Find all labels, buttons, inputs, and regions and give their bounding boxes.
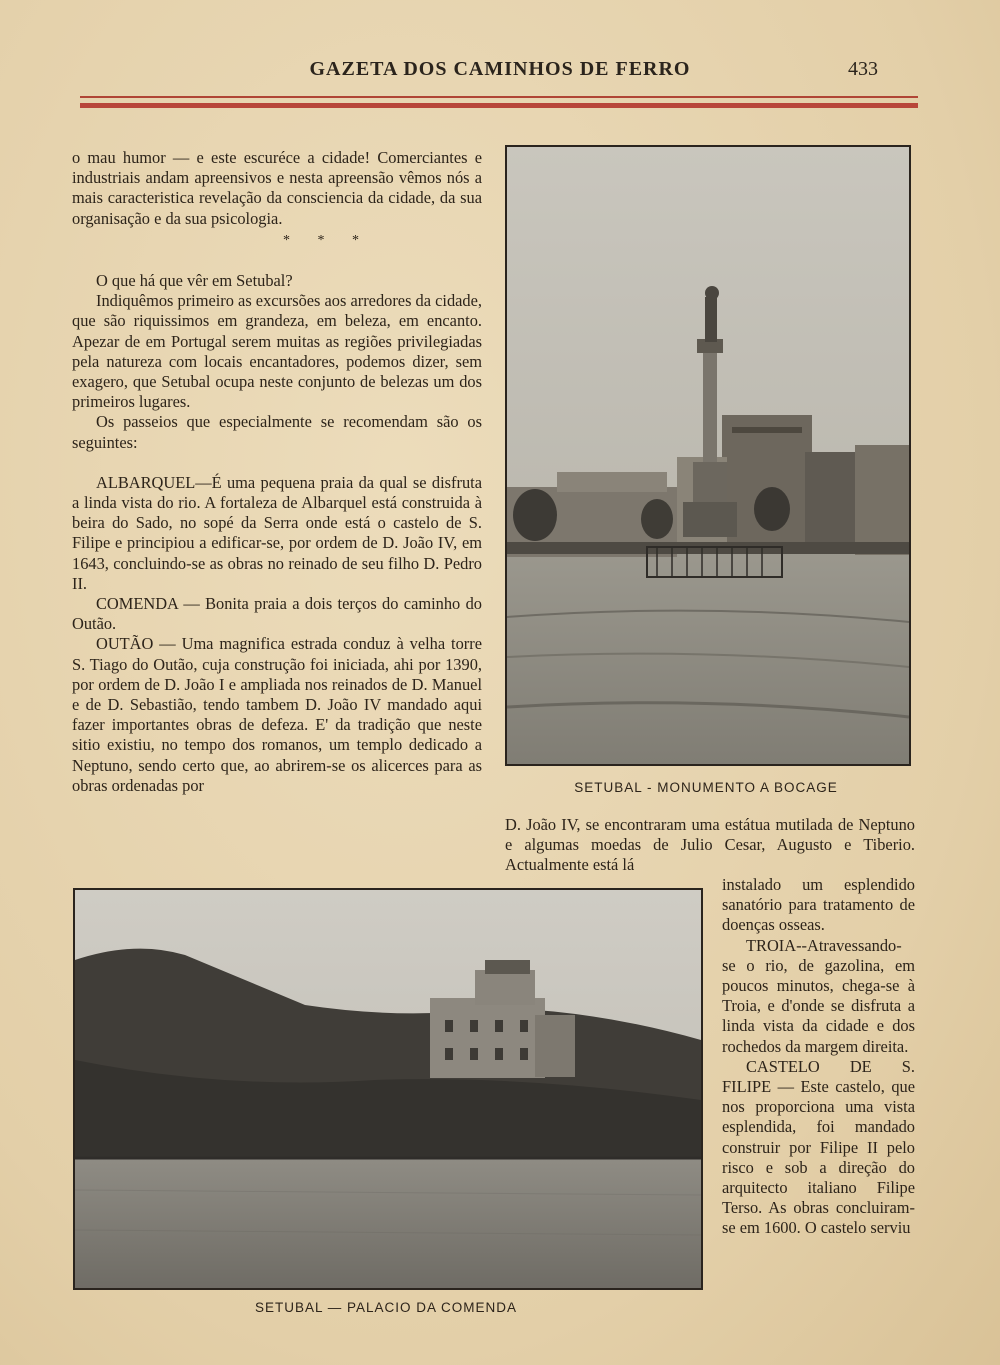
header-rule-thin (80, 96, 918, 98)
journal-title: GAZETA DOS CAMINHOS DE FERRO (309, 58, 691, 80)
photo-palacio-comenda (73, 888, 703, 1290)
page-number: 433 (848, 58, 878, 80)
paragraph-excursions: Indiquêmos primeiro as excursões aos arredores da cidade, que são riquissimos em grandeza, em beleza, em encanto. Apezar de em Portugal serem muitas as regiões privilegiadas pela natureza com locais encantadores, podemos dizer, sem exagero, que Setubal ocupa neste conjunto de belezas um dos primeiros lugares. (72, 291, 482, 412)
left-column (72, 148, 482, 796)
palace-photo-image (75, 890, 701, 1288)
right-continuation (505, 815, 915, 876)
paragraph-continuation: D. João IV, se encontraram uma estátua mutilada de Neptuno e algumas moedas de Julio Cesar, Augusto e Tiberio. Actualmente está lá (505, 815, 915, 875)
paragraph-comenda: COMENDA — Bonita praia a dois terços do caminho do Outão. (72, 594, 482, 634)
paragraph-albarquel: ALBARQUEL—É uma pequena praia da qual se disfruta a linda vista do rio. A fortaleza de Albarquel está construida à beira do Sado, no sopé da Serra onde está o castelo de S. Filipe e principiou a edificar-se, por ordem de D. João IV, em 1643, concluindo-se as obras no reinado de seu filho D. Pedro II. (72, 472, 482, 593)
paragraph-walks: Os passeios que especialmente se recomendam são os seguintes: (72, 412, 482, 452)
narrow-column (722, 875, 915, 1239)
paragraph-castelo: CASTELO DE S. FILIPE — Este castelo, que nos proporciona uma vista esplendida, foi mandado construir por Filipe II pelo risco e sob a direção do arquitecto italiano Filipe Terso. As obras concluiram-se em 1600. O castelo serviu (722, 1056, 915, 1238)
caption-monument: SETUBAL - MONUMENTO A BOCAGE (574, 780, 838, 795)
header-rule-thick (80, 103, 918, 108)
paragraph-troia: TROIA--Atravessando-se o rio, de gazolina, em poucos minutos, chega-se à Troia, e d'onde se disfruta a linda vista da cidade e dos rochedos da margem direita. (722, 935, 915, 1056)
paragraph-sanatorio: instalado um esplendido sanatório para tratamento de doenças osseas. (722, 875, 915, 935)
paragraph-outao: OUTÃO — Uma magnifica estrada conduz à velha torre S. Tiago do Outão, cuja construção foi iniciada, ahi por 1390, por ordem de D. João I e ampliada nos reinados de D. Manuel e de D. Sebastião, tendo tambem D. João IV mandado aqui fazer importantes obras de defeza. E' da tradição que neste sitio existiu, no tempo dos romanos, um templo dedicado a Neptuno, sendo certo que, ao abrirem-se os alicerces para as obras ordenadas por (72, 634, 482, 795)
section-separator: * * * (283, 232, 371, 248)
monument-photo-image (507, 147, 909, 764)
paragraph-question: O que há que vêr em Setubal? (96, 271, 293, 291)
paragraph-intro: o mau humor — e este escuréce a cidade! Comerciantes e industriais andam apreensivos e nesta apreensão vêmos nós a mais caracteristica revelação da consciencia da cidade, da sua organisação e da sua psicologia. (72, 148, 482, 228)
photo-monument-bocage (505, 145, 911, 766)
caption-palace: SETUBAL — PALACIO DA COMENDA (254, 1300, 518, 1315)
